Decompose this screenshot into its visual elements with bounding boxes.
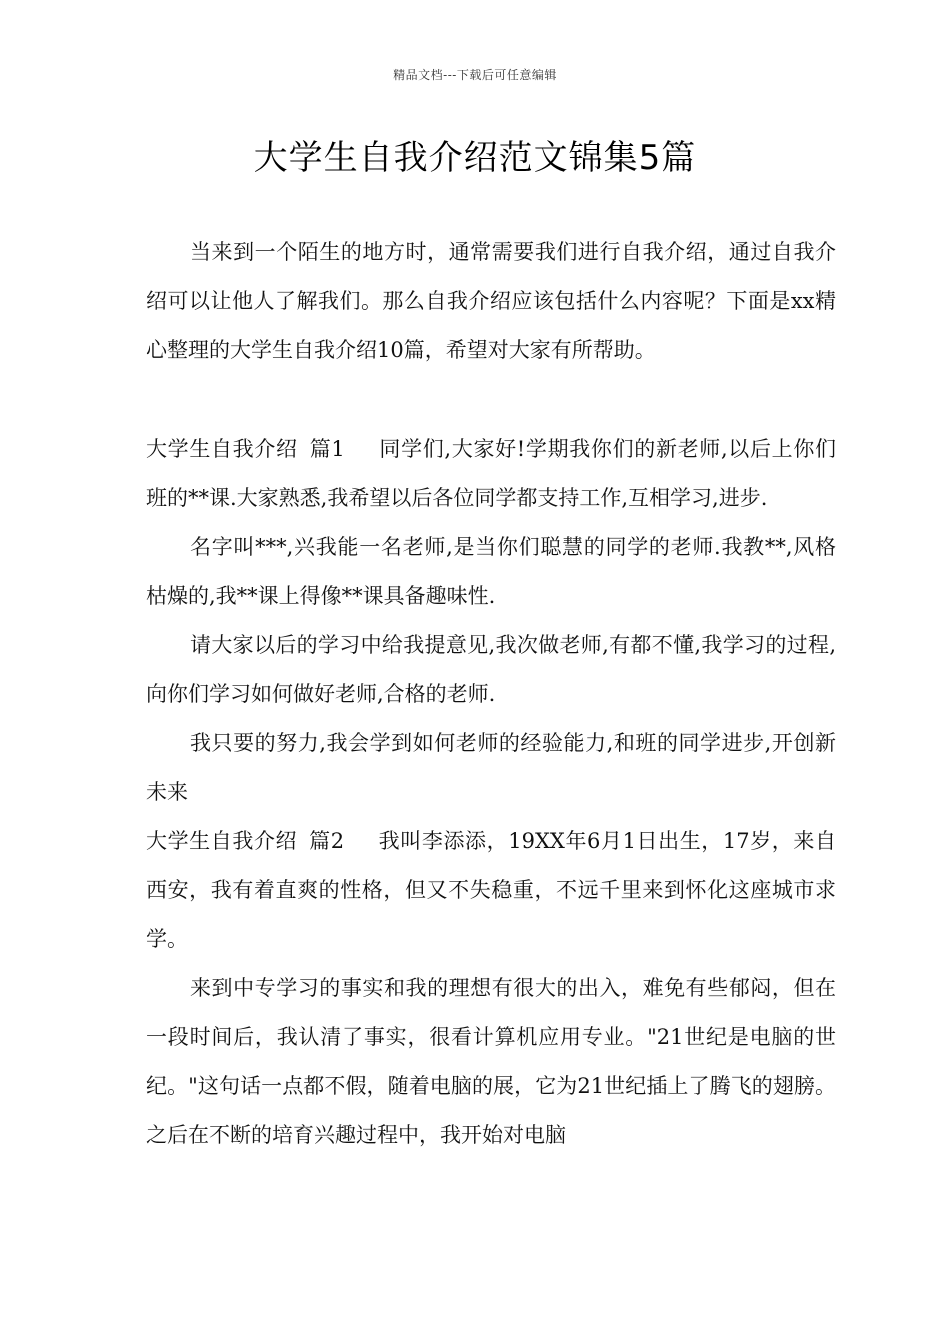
section-heading: 大学生自我介绍 [146, 437, 298, 461]
section-text: 我叫李添添，19XX年6月1日出生，17岁，来自西安，我有着直爽的性格，但又不失稳重，不远千里来到怀化这座城市求学。 [146, 829, 836, 951]
section-2-first-paragraph [146, 817, 836, 964]
page-header-note: 精品文档---下载后可任意编辑 [393, 68, 557, 82]
section-1-first-paragraph [146, 425, 836, 523]
intro-paragraph: 当来到一个陌生的地方时，通常需要我们进行自我介绍，通过自我介绍可以让他人了解我们。那么自我介绍应该包括什么内容呢？下面是xx精心整理的大学生自我介绍10篇，希望对大家有所帮助。 [146, 240, 836, 362]
section-number: 篇1 [309, 437, 345, 461]
document-body [146, 228, 836, 1160]
section-1-paragraph: 名字叫***,兴我能一名老师,是当你们聪慧的同学的老师.我教**,风格枯燥的,我**课上得像**课具备趣味性. [146, 535, 836, 608]
document-title: 大学生自我介绍范文锦集5篇 [253, 138, 697, 178]
section-2-paragraph: 来到中专学习的事实和我的理想有很大的出入，难免有些郁闷，但在一段时间后，我认清了事实，很看计算机应用专业。"21世纪是电脑的世纪。"这句话一点都不假，随着电脑的展，它为21世纪插上了腾飞的翅膀。之后在不断的培育兴趣过程中，我开始对电脑 [146, 976, 836, 1147]
section-number: 篇2 [309, 829, 345, 853]
section-text: 同学们,大家好!学期我你们的新老师,以后上你们班的**课.大家熟悉,我希望以后各位同学都支持工作,互相学习,进步. [146, 437, 836, 510]
section-1-paragraph: 我只要的努力,我会学到如何老师的经验能力,和班的同学进步,开创新未来 [146, 731, 836, 804]
section-heading: 大学生自我介绍 [146, 829, 298, 853]
section-1-paragraph: 请大家以后的学习中给我提意见,我次做老师,有都不懂,我学习的过程,向你们学习如何做好老师,合格的老师. [146, 633, 836, 706]
